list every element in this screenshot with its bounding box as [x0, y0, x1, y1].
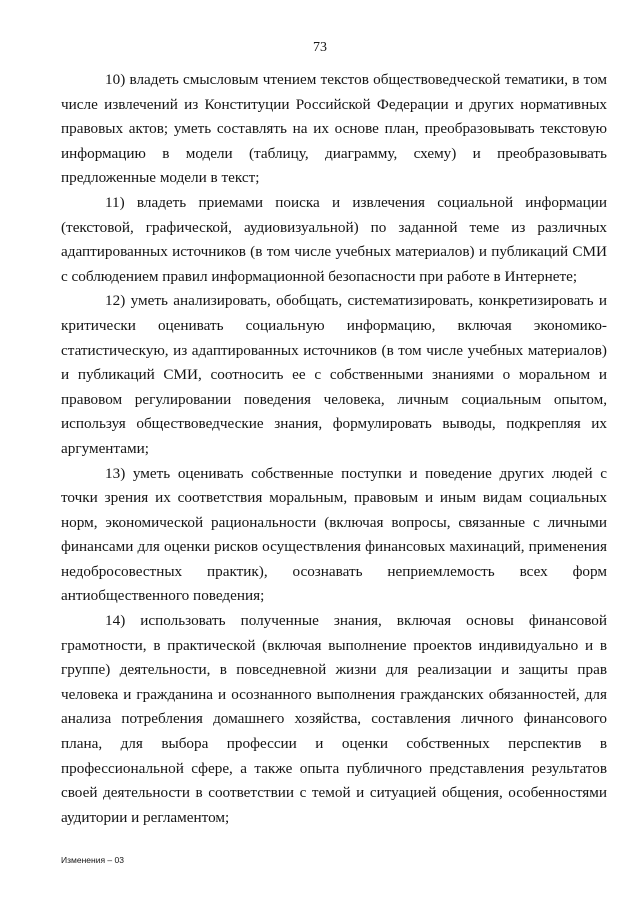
paragraph-item-10: 10) владеть смысловым чтением текстов обществоведческой тематики, в том числе извлечений из Конституции Российской Федерации и других нормативных правовых актов; уметь составлять на их основе план, преобразовывать текстовую информацию в модели (таблицу, диаграмму, схему) и преобразовывать предложенные модели в текст; [61, 71, 607, 187]
paragraph-item-11: 11) владеть приемами поиска и извлечения социальной информации (текстовой, графической, аудиовизуальной) по заданной теме из различных адаптированных источников (в том числе учебных материалов) и публикаций СМИ с соблюдением правил информационной безопасности при работе в Интернете; [61, 193, 607, 285]
paragraph-item-14: 14) использовать полученные знания, включая основы финансовой грамотности, в практической (включая выполнение проектов индивидуально и в группе) деятельности, в повседневной жизни для реализации и защиты прав человека и гражданина и осознанного выполнения гражданских обязанностей, для анализа потребления домашнего хозяйства, составления личного финансового плана, для выбора профессии и оценки собственных перспектив в профессиональной сфере, а также опыта публичного представления результатов своей деятельности в соответствии с темой и ситуацией общения, особенностями аудитории и регламентом; [61, 612, 607, 826]
page-number: 73 [313, 40, 327, 55]
footer-revision-note: Изменения – 03 [61, 855, 124, 865]
paragraph-item-12: 12) уметь анализировать, обобщать, систематизировать, конкретизировать и критически оценивать социальную информацию, включая экономико-статистическую, из адаптированных источников (в том числе учебных материалов) и публикаций СМИ, соотносить ее с собственными знаниями о моральном и правовом регулировании поведения человека, личным социальным опытом, используя обществоведческие знания, формулировать выводы, подкрепляя их аргументами; [61, 292, 607, 457]
document-body [61, 68, 607, 830]
paragraph-item-13: 13) уметь оценивать собственные поступки и поведение других людей с точки зрения их соответствия моральным, правовым и иным видам социальных норм, экономической рациональности (включая вопросы, связанные с личными финансами для оценки рисков осуществления финансовых махинаций, применения недобросовестных практик), осознавать неприемлемость всех форм антиобщественного поведения; [61, 464, 607, 605]
